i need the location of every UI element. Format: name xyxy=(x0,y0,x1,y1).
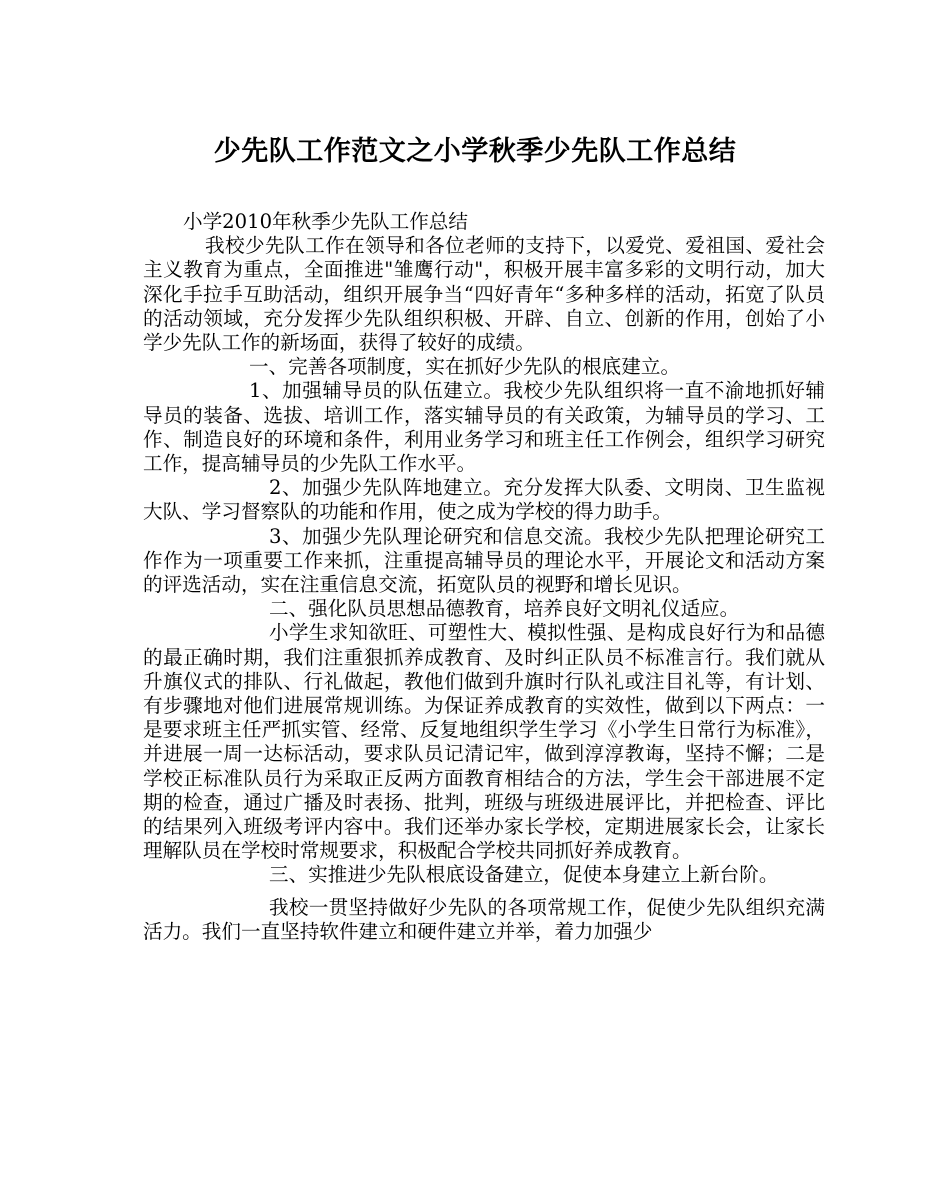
body-paragraph: 2、加强少先队阵地建立。充分发挥大队委、文明岗、卫生监视大队、学习督察队的功能和作用，使之成为学校的得力助手。 xyxy=(143,476,825,524)
section-heading-3: 三、实推进少先队根底设备建立，促使本身建立上新台阶。 xyxy=(269,863,779,887)
body-paragraph: 小学生求知欲旺、可塑性大、模拟性强、是构成良好行为和品德的最正确时期，我们注重狠抓养成教育、及时纠正队员不标准言行。我们就从升旗仪式的排队、行礼做起，教他们做到升旗时行队礼或注目礼等，有计划、有步骤地对他们进展常规训练。为保证养成教育的实效性，做到以下两点：一是要求班主任严抓实管、经常、反复地组织学生学习《小学生日常行为标准》，并进展一周一达标活动，要求队员记清记牢，做到淳淳教诲，坚持不懈；二是学校正标准队员行为采取正反两方面教育相结合的方法，学生会干部进展不定期的检查，通过广播及时表扬、批判，班级与班级进展评比，并把检查、评比的结果列入班级考评内容中。我们还举办家长学校，定期进展家长会，让家长理解队员在学校时常规要求，积极配合学校共同抓好养成教育。 xyxy=(143,621,825,863)
section-heading-2: 二、强化队员思想品德教育，培养良好文明礼仪适应。 xyxy=(269,597,740,621)
document-body xyxy=(143,210,825,944)
body-paragraph: 3、加强少先队理论研究和信息交流。我校少先队把理论研究工作作为一项重要工作来抓，注重提高辅导员的理论水平，开展论文和活动方案的评选活动，实在注重信息交流，拓宽队员的视野和增长见识。 xyxy=(143,524,825,597)
body-paragraph: 1、加强辅导员的队伍建立。我校少先队组织将一直不渝地抓好辅导员的装备、选拔、培训工作，落实辅导员的有关政策，为辅导员的学习、工作、制造良好的环境和条件，利用业务学习和班主任工作例会，组织学习研究工作，提高辅导员的少先队工作水平。 xyxy=(143,379,825,476)
body-paragraph: 我校一贯坚持做好少先队的各项常规工作，促使少先队组织充满活力。我们一直坚持软件建立和硬件建立并举，着力加强少 xyxy=(143,895,825,943)
document-title: 少先队工作范文之小学秋季少先队工作总结 xyxy=(213,136,737,167)
section-heading-1: 一、完善各项制度，实在抓好少先队的根底建立。 xyxy=(249,355,681,379)
subtitle-paragraph: 小学2010年秋季少先队工作总结 xyxy=(183,210,468,233)
intro-paragraph: 我校少先队工作在领导和各位老师的支持下，以爱党、爱祖国、爱社会主义教育为重点，全面推进"雏鹰行动"，积极开展丰富多彩的文明行动，加大深化手拉手互助活动，组织开展争当“四好青年“多种多样的活动，拓宽了队员的活动领域，充分发挥少先队组织积极、开辟、自立、创新的作用，创始了小学少先队工作的新场面，获得了较好的成绩。 xyxy=(143,234,825,355)
